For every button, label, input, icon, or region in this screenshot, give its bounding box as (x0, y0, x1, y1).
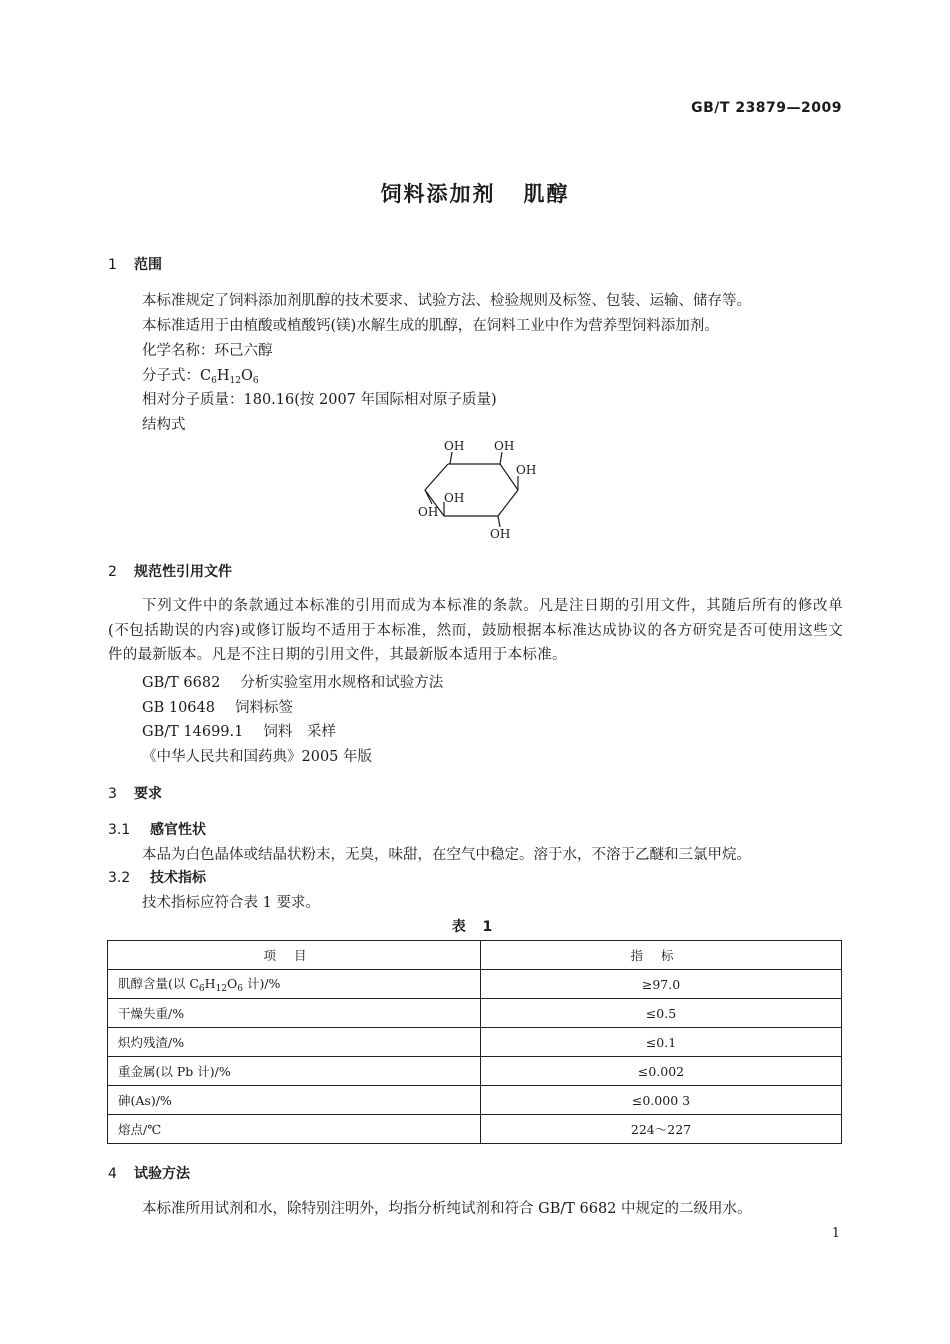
column-header-index: 指标 (481, 941, 842, 970)
sensory-description: 本品为白色晶体或结晶状粉末，无臭，味甜，在空气中稳定。溶于水，不溶于乙醚和三氯甲烷。 (142, 847, 751, 863)
reference-name: 分析实验室用水规格和试验方法 (240, 675, 444, 691)
oh-label-2: OH (494, 439, 515, 453)
section-title: 规范性引用文件 (134, 564, 232, 580)
column-header-item: 项目 (108, 941, 481, 970)
formula-c: C (200, 368, 212, 384)
table-row (108, 1028, 842, 1057)
table-row (108, 1057, 842, 1086)
row-value: 224～227 (481, 1115, 842, 1144)
inositol-structure (400, 432, 550, 544)
section-title: 试验方法 (134, 1166, 190, 1182)
section-number: 1 (108, 257, 117, 273)
sub-h: 12 (215, 984, 228, 994)
row-value: ≤0.002 (481, 1057, 842, 1086)
oh-label-3: OH (516, 463, 537, 477)
table-caption: 表 1 (451, 919, 499, 935)
reference-pharmacopoeia: 《中华人民共和国药典》2005 年版 (142, 749, 373, 765)
bond-left-top (425, 464, 448, 490)
test-method-text: 本标准所用试剂和水，除特别注明外，均指分析纯试剂和符合 GB/T 6682 中规定的二级用水。 (142, 1201, 752, 1217)
item-text: 肌醇含量(以 C (118, 976, 199, 991)
formula-c-count: 6 (211, 376, 217, 386)
section-3-2-heading (108, 867, 206, 887)
formula-h: H (216, 368, 230, 384)
table-header-row (108, 941, 842, 970)
row-item: 重金属(以 Pb 计)/% (108, 1057, 481, 1086)
subsection-title: 感官性状 (150, 822, 206, 838)
oh-label-6: OH (490, 527, 511, 541)
oh-bond-1 (450, 452, 452, 464)
title-part-1: 饲料添加剂 (380, 182, 496, 206)
formula-o-count: 6 (252, 376, 259, 386)
formula-label: 分子式： (142, 368, 200, 384)
table-row (108, 999, 842, 1028)
oh-label-5: OH (418, 505, 439, 519)
section-number: 4 (108, 1166, 117, 1182)
section-number: 2 (108, 564, 117, 580)
reference-name: 饲料 采样 (263, 724, 336, 740)
section-title: 要求 (134, 786, 162, 802)
table-row (108, 1115, 842, 1144)
table-row (108, 970, 842, 999)
section-1-heading (108, 254, 162, 274)
formula-o: O (240, 368, 253, 384)
chemical-name: 化学名称：环己六醇 (142, 343, 273, 359)
row-value: ≤0.000 3 (481, 1086, 842, 1115)
spec-table (107, 940, 842, 1144)
oh-label-4: OH (444, 491, 465, 505)
technical-index-text: 技术指标应符合表 1 要求。 (142, 895, 320, 911)
row-item: 熔点/℃ (108, 1115, 481, 1144)
structure-label: 结构式 (142, 417, 186, 433)
bond-right-bottom (498, 490, 518, 516)
section-title: 范围 (134, 257, 162, 273)
reference-code: GB 10648 (142, 700, 215, 716)
formula-h-count: 12 (229, 376, 241, 386)
row-value: ≤0.1 (481, 1028, 842, 1057)
molecular-mass: 相对分子质量：180.16(按 2007 年国际相对原子质量) (142, 392, 497, 408)
molecular-formula (142, 364, 259, 386)
reference-name: 饲料标签 (234, 700, 293, 716)
item-suffix: 计)/% (243, 976, 281, 991)
row-item: 炽灼残渣/% (108, 1028, 481, 1057)
title-part-2: 肌醇 (523, 182, 570, 206)
section-2-heading (108, 561, 232, 581)
section-number: 3 (108, 786, 117, 802)
row-value: ≤0.5 (481, 999, 842, 1028)
reference-code: GB/T 6682 (142, 675, 221, 691)
subsection-title: 技术指标 (150, 870, 206, 886)
reference-item (142, 696, 293, 717)
section-3-1-heading (108, 819, 206, 839)
reference-item (142, 671, 443, 692)
oh-label-1: OH (444, 439, 465, 453)
standard-number: GB/T 23879—2009 (691, 100, 842, 116)
reference-item (142, 720, 336, 741)
row-item: 砷(As)/% (108, 1086, 481, 1115)
scope-line-2: 本标准适用于由植酸或植酸钙(镁)水解生成的肌醇，在饲料工业中作为营养型饲料添加剂。 (142, 318, 719, 334)
oh-bond-5 (425, 490, 432, 504)
oh-bond-6 (498, 516, 500, 527)
subsection-number: 3.1 (108, 822, 131, 838)
subsection-number: 3.2 (108, 870, 131, 886)
sub-c: 6 (198, 984, 205, 994)
document-title (0, 178, 950, 208)
scope-line-1: 本标准规定了饲料添加剂肌醇的技术要求、试验方法、检验规则及标签、包装、运输、储存等。 (142, 293, 751, 309)
row-item: 干燥失重/% (108, 999, 481, 1028)
row-value: ≥97.0 (481, 970, 842, 999)
section-3-heading (108, 783, 162, 803)
table-row (108, 1086, 842, 1115)
row-item (108, 970, 481, 999)
page-number: 1 (831, 1226, 840, 1241)
item-h: H (204, 976, 216, 991)
oh-bond-2 (500, 452, 502, 464)
sub-o: 6 (237, 984, 243, 994)
section-4-heading (108, 1163, 190, 1183)
item-o: O (227, 976, 238, 991)
reference-code: GB/T 14699.1 (142, 724, 244, 740)
normative-references-paragraph: 下列文件中的条款通过本标准的引用而成为本标准的条款。凡是注日期的引用文件，其随后所有的修改单(不包括勘误的内容)或修订版均不适用于本标准，然而，鼓励根据本标准达成协议的各方研究是否可使用这些文件的最新版本。凡是不注日期的引用文件，其最新版本适用于本标准。 (108, 598, 843, 663)
